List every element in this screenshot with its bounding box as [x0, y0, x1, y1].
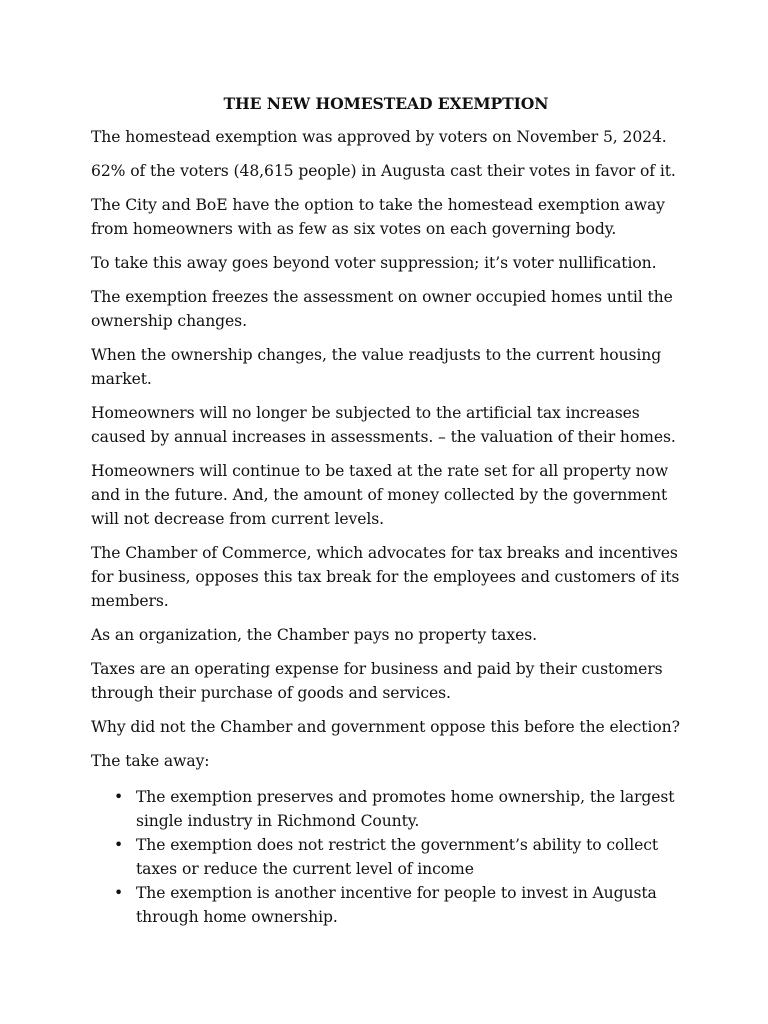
list-item: • The exemption is another incentive for people to invest in Augusta through home ownership. — [136, 881, 681, 929]
paragraph-approval-date: The homestead exemption was approved by voters on November 5, 2024. — [91, 128, 667, 146]
paragraph-vote-share: 62% of the voters (48,615 people) in Augusta cast their votes in favor of it. — [91, 162, 676, 180]
paragraph-chamber-no-taxes: As an organization, the Chamber pays no property taxes. — [91, 626, 537, 644]
paragraph-why-not-oppose: Why did not the Chamber and government oppose this before the election? — [91, 718, 680, 736]
document-page — [91, 92, 681, 929]
document-title: THE NEW HOMESTEAD EXEMPTION — [223, 94, 549, 113]
paragraph-voter-nullification: To take this away goes beyond voter suppression; it’s voter nullification. — [91, 254, 657, 272]
list-item: • The exemption does not restrict the government’s ability to collect taxes or reduce the current level of income — [136, 833, 681, 881]
paragraph-take-away: The take away: — [91, 752, 210, 770]
list-item: • The exemption preserves and promotes home ownership, the largest single industry in Richmond County. — [136, 785, 681, 833]
paragraph-assessment-freeze: The exemption freezes the assessment on owner occupied homes until the ownership changes. — [91, 288, 673, 330]
paragraph-chamber-opposes: The Chamber of Commerce, which advocates for tax breaks and incentives for business, opposes this tax break for the employees and customers of its members. — [91, 544, 680, 610]
take-away-list — [91, 785, 681, 929]
paragraph-artificial-increases: Homeowners will no longer be subjected to the artificial tax increases caused by annual increases in assessments. – the valuation of their homes. — [91, 404, 676, 446]
paragraph-ownership-change: When the ownership changes, the value readjusts to the current housing market. — [91, 346, 662, 388]
paragraph-city-boe-option: The City and BoE have the option to take the homestead exemption away from homeowners with as few as six votes on each governing body. — [91, 196, 665, 238]
paragraph-tax-rate: Homeowners will continue to be taxed at the rate set for all property now and in the future. And, the amount of money collected by the government will not decrease from current levels. — [91, 462, 669, 528]
paragraph-operating-expense: Taxes are an operating expense for business and paid by their customers through their purchase of goods and services. — [91, 660, 663, 702]
